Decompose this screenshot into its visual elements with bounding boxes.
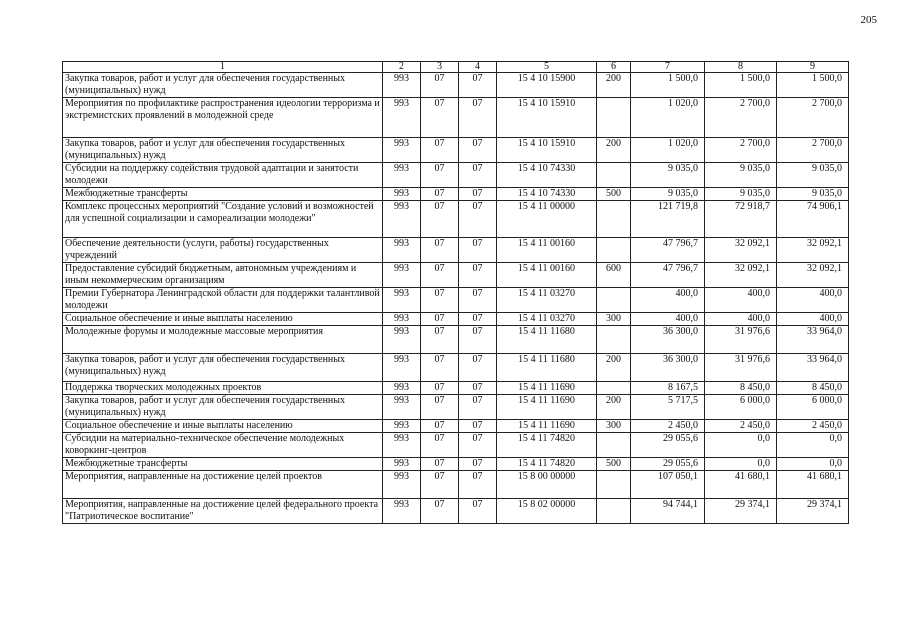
row-code-admin: 993 (383, 188, 421, 201)
row-code-admin: 993 (383, 420, 421, 433)
row-code-section: 07 (421, 471, 459, 499)
row-code-admin: 993 (383, 313, 421, 326)
row-code-subsection: 07 (459, 163, 497, 188)
header-cell: 7 (631, 62, 705, 73)
table-row (63, 138, 849, 163)
row-code-section: 07 (421, 395, 459, 420)
row-code-type (597, 98, 631, 138)
row-code-section: 07 (421, 420, 459, 433)
row-code-admin: 993 (383, 499, 421, 524)
row-code-target: 15 4 11 00000 (497, 201, 597, 238)
row-code-section: 07 (421, 354, 459, 382)
row-amount-year3: 33 964,0 (777, 326, 849, 354)
row-code-admin: 993 (383, 433, 421, 458)
row-code-type (597, 433, 631, 458)
row-amount-year3: 29 374,1 (777, 499, 849, 524)
row-code-type: 600 (597, 263, 631, 288)
row-code-type (597, 382, 631, 395)
row-code-subsection: 07 (459, 458, 497, 471)
row-code-type (597, 201, 631, 238)
row-code-subsection: 07 (459, 395, 497, 420)
row-amount-year2: 2 700,0 (705, 98, 777, 138)
row-code-target: 15 4 11 00160 (497, 238, 597, 263)
row-amount-year1: 5 717,5 (631, 395, 705, 420)
row-code-admin: 993 (383, 238, 421, 263)
row-code-subsection: 07 (459, 188, 497, 201)
row-amount-year2: 32 092,1 (705, 263, 777, 288)
row-code-subsection: 07 (459, 433, 497, 458)
row-code-target: 15 4 11 11680 (497, 326, 597, 354)
row-code-subsection: 07 (459, 499, 497, 524)
table-row (63, 326, 849, 354)
table-header-row (63, 62, 849, 73)
row-code-admin: 993 (383, 201, 421, 238)
row-amount-year1: 36 300,0 (631, 326, 705, 354)
row-amount-year2: 31 976,6 (705, 354, 777, 382)
row-amount-year2: 29 374,1 (705, 499, 777, 524)
row-amount-year3: 8 450,0 (777, 382, 849, 395)
row-amount-year3: 400,0 (777, 288, 849, 313)
row-amount-year3: 1 500,0 (777, 73, 849, 98)
row-amount-year3: 32 092,1 (777, 238, 849, 263)
row-code-type (597, 499, 631, 524)
row-amount-year2: 1 500,0 (705, 73, 777, 98)
row-label: Социальное обеспечение и иные выплаты населению (63, 313, 383, 326)
row-amount-year1: 47 796,7 (631, 238, 705, 263)
row-amount-year2: 2 450,0 (705, 420, 777, 433)
table-row (63, 354, 849, 382)
table-row (63, 471, 849, 499)
row-code-type: 500 (597, 188, 631, 201)
row-label: Поддержка творческих молодежных проектов (63, 382, 383, 395)
row-amount-year3: 2 450,0 (777, 420, 849, 433)
header-cell: 2 (383, 62, 421, 73)
row-amount-year2: 9 035,0 (705, 188, 777, 201)
row-code-subsection: 07 (459, 288, 497, 313)
row-code-admin: 993 (383, 471, 421, 499)
row-label: Закупка товаров, работ и услуг для обеспечения государственных (муниципальных) нужд (63, 395, 383, 420)
row-code-subsection: 07 (459, 382, 497, 395)
table-row (63, 433, 849, 458)
page-number: 205 (860, 14, 877, 26)
row-code-type: 200 (597, 354, 631, 382)
row-amount-year2: 32 092,1 (705, 238, 777, 263)
row-code-subsection: 07 (459, 420, 497, 433)
row-code-admin: 993 (383, 263, 421, 288)
row-amount-year1: 1 020,0 (631, 138, 705, 163)
row-amount-year1: 29 055,6 (631, 458, 705, 471)
row-amount-year2: 2 700,0 (705, 138, 777, 163)
row-code-admin: 993 (383, 382, 421, 395)
table-row (63, 458, 849, 471)
row-amount-year2: 41 680,1 (705, 471, 777, 499)
row-code-section: 07 (421, 499, 459, 524)
row-code-section: 07 (421, 326, 459, 354)
row-code-type: 300 (597, 420, 631, 433)
row-code-admin: 993 (383, 288, 421, 313)
row-code-target: 15 8 02 00000 (497, 499, 597, 524)
row-label: Закупка товаров, работ и услуг для обеспечения государственных (муниципальных) нужд (63, 73, 383, 98)
row-code-section: 07 (421, 433, 459, 458)
row-amount-year3: 9 035,0 (777, 163, 849, 188)
row-label: Предоставление субсидий бюджетным, автономным учреждениям и иным некоммерческим организациям (63, 263, 383, 288)
row-code-section: 07 (421, 263, 459, 288)
row-amount-year1: 107 050,1 (631, 471, 705, 499)
row-label: Обеспечение деятельности (услуги, работы) государственных учреждений (63, 238, 383, 263)
table-row (63, 382, 849, 395)
row-code-type (597, 288, 631, 313)
header-cell: 6 (597, 62, 631, 73)
row-label: Молодежные форумы и молодежные массовые мероприятия (63, 326, 383, 354)
row-code-subsection: 07 (459, 138, 497, 163)
row-amount-year1: 121 719,8 (631, 201, 705, 238)
table-row (63, 238, 849, 263)
row-code-target: 15 4 10 15910 (497, 138, 597, 163)
row-code-target: 15 4 11 74820 (497, 433, 597, 458)
row-amount-year2: 0,0 (705, 458, 777, 471)
row-label: Мероприятия, направленные на достижение целей проектов (63, 471, 383, 499)
row-code-target: 15 4 11 11690 (497, 395, 597, 420)
row-label: Мероприятия по профилактике распространения идеологии терроризма и экстремистских проявлений в молодежной среде (63, 98, 383, 138)
row-amount-year1: 1 020,0 (631, 98, 705, 138)
row-label: Закупка товаров, работ и услуг для обеспечения государственных (муниципальных) нужд (63, 354, 383, 382)
row-amount-year2: 8 450,0 (705, 382, 777, 395)
row-code-section: 07 (421, 201, 459, 238)
row-amount-year2: 0,0 (705, 433, 777, 458)
row-amount-year1: 94 744,1 (631, 499, 705, 524)
row-code-section: 07 (421, 98, 459, 138)
row-code-subsection: 07 (459, 263, 497, 288)
row-code-type: 500 (597, 458, 631, 471)
header-cell: 4 (459, 62, 497, 73)
table-row (63, 288, 849, 313)
row-code-section: 07 (421, 138, 459, 163)
row-code-target: 15 4 11 00160 (497, 263, 597, 288)
row-amount-year3: 0,0 (777, 458, 849, 471)
row-amount-year3: 0,0 (777, 433, 849, 458)
row-code-target: 15 4 11 74820 (497, 458, 597, 471)
row-amount-year1: 29 055,6 (631, 433, 705, 458)
row-amount-year2: 400,0 (705, 313, 777, 326)
row-label: Субсидии на материально-техническое обеспечение молодежных коворкинг-центров (63, 433, 383, 458)
row-label: Межбюджетные трансферты (63, 458, 383, 471)
row-code-subsection: 07 (459, 354, 497, 382)
row-code-target: 15 4 11 11690 (497, 382, 597, 395)
row-code-subsection: 07 (459, 313, 497, 326)
row-code-type (597, 471, 631, 499)
row-amount-year2: 400,0 (705, 288, 777, 313)
table-row (63, 499, 849, 524)
row-code-admin: 993 (383, 458, 421, 471)
row-code-admin: 993 (383, 98, 421, 138)
row-code-type: 200 (597, 395, 631, 420)
row-code-admin: 993 (383, 326, 421, 354)
table-row (63, 263, 849, 288)
row-code-admin: 993 (383, 138, 421, 163)
row-code-section: 07 (421, 458, 459, 471)
row-code-target: 15 4 10 74330 (497, 188, 597, 201)
row-code-type: 200 (597, 138, 631, 163)
table-row (63, 98, 849, 138)
row-code-target: 15 4 10 74330 (497, 163, 597, 188)
row-code-type (597, 326, 631, 354)
row-code-target: 15 8 00 00000 (497, 471, 597, 499)
row-code-section: 07 (421, 288, 459, 313)
row-amount-year1: 1 500,0 (631, 73, 705, 98)
row-code-type (597, 163, 631, 188)
row-amount-year2: 6 000,0 (705, 395, 777, 420)
table-row (63, 395, 849, 420)
header-cell: 1 (63, 62, 383, 73)
row-code-admin: 993 (383, 354, 421, 382)
table-row (63, 201, 849, 238)
row-code-section: 07 (421, 313, 459, 326)
row-amount-year1: 9 035,0 (631, 163, 705, 188)
header-cell: 9 (777, 62, 849, 73)
row-code-admin: 993 (383, 73, 421, 98)
row-amount-year1: 400,0 (631, 288, 705, 313)
row-code-type: 300 (597, 313, 631, 326)
row-amount-year3: 33 964,0 (777, 354, 849, 382)
row-code-type (597, 238, 631, 263)
row-amount-year2: 9 035,0 (705, 163, 777, 188)
row-amount-year3: 41 680,1 (777, 471, 849, 499)
row-code-subsection: 07 (459, 326, 497, 354)
row-code-admin: 993 (383, 163, 421, 188)
row-label: Мероприятия, направленные на достижение целей федерального проекта "Патриотическое воспитание" (63, 499, 383, 524)
row-code-target: 15 4 11 11690 (497, 420, 597, 433)
table-row (63, 163, 849, 188)
row-amount-year1: 8 167,5 (631, 382, 705, 395)
row-code-target: 15 4 10 15910 (497, 98, 597, 138)
row-code-type: 200 (597, 73, 631, 98)
row-code-section: 07 (421, 188, 459, 201)
row-code-section: 07 (421, 382, 459, 395)
row-code-subsection: 07 (459, 73, 497, 98)
row-amount-year1: 2 450,0 (631, 420, 705, 433)
row-amount-year3: 400,0 (777, 313, 849, 326)
row-label: Субсидии на поддержку содействия трудовой адаптации и занятости молодежи (63, 163, 383, 188)
row-code-subsection: 07 (459, 238, 497, 263)
row-code-subsection: 07 (459, 201, 497, 238)
row-amount-year3: 9 035,0 (777, 188, 849, 201)
row-amount-year1: 9 035,0 (631, 188, 705, 201)
header-cell: 8 (705, 62, 777, 73)
row-code-subsection: 07 (459, 98, 497, 138)
row-amount-year1: 47 796,7 (631, 263, 705, 288)
row-code-admin: 993 (383, 395, 421, 420)
row-code-target: 15 4 11 11680 (497, 354, 597, 382)
row-code-target: 15 4 10 15900 (497, 73, 597, 98)
row-code-subsection: 07 (459, 471, 497, 499)
row-amount-year1: 36 300,0 (631, 354, 705, 382)
row-amount-year3: 2 700,0 (777, 98, 849, 138)
budget-table (62, 61, 849, 524)
row-code-section: 07 (421, 73, 459, 98)
row-amount-year2: 31 976,6 (705, 326, 777, 354)
row-code-section: 07 (421, 163, 459, 188)
row-label: Социальное обеспечение и иные выплаты населению (63, 420, 383, 433)
header-cell: 3 (421, 62, 459, 73)
row-code-section: 07 (421, 238, 459, 263)
row-amount-year3: 2 700,0 (777, 138, 849, 163)
table-row (63, 420, 849, 433)
table-row (63, 188, 849, 201)
row-label: Премии Губернатора Ленинградской области для поддержки талантливой молодежи (63, 288, 383, 313)
row-label: Комплекс процессных мероприятий "Создание условий и возможностей для успешной социализации и самореализации молодежи" (63, 201, 383, 238)
table-row (63, 73, 849, 98)
table-row (63, 313, 849, 326)
header-cell: 5 (497, 62, 597, 73)
row-amount-year3: 6 000,0 (777, 395, 849, 420)
row-label: Закупка товаров, работ и услуг для обеспечения государственных (муниципальных) нужд (63, 138, 383, 163)
row-code-target: 15 4 11 03270 (497, 288, 597, 313)
row-amount-year2: 72 918,7 (705, 201, 777, 238)
row-label: Межбюджетные трансферты (63, 188, 383, 201)
row-amount-year1: 400,0 (631, 313, 705, 326)
row-amount-year3: 32 092,1 (777, 263, 849, 288)
row-amount-year3: 74 906,1 (777, 201, 849, 238)
row-code-target: 15 4 11 03270 (497, 313, 597, 326)
